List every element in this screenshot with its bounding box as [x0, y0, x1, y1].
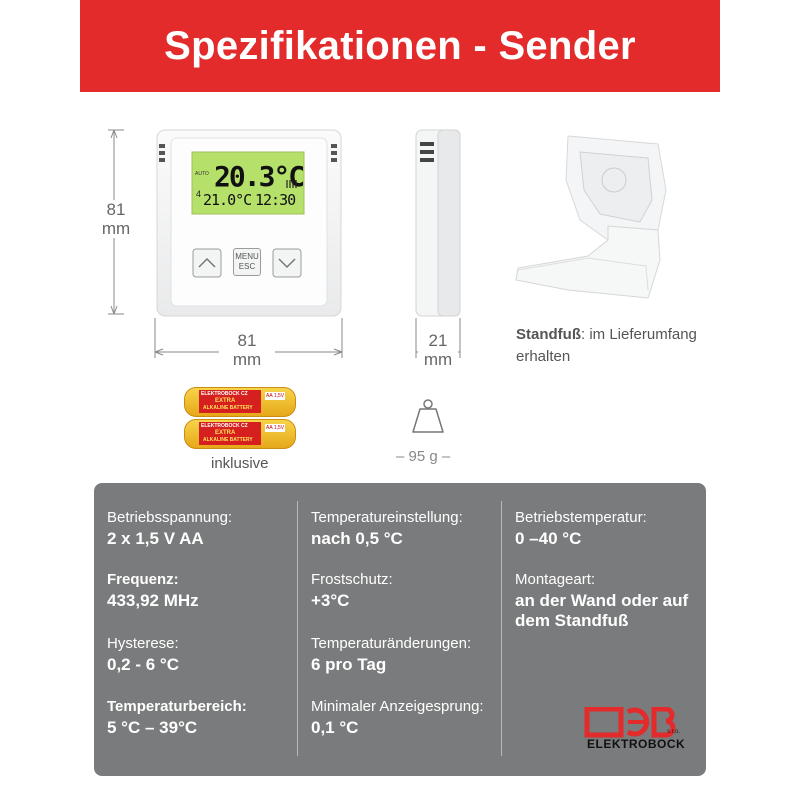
spec-item-operating-temperature	[515, 508, 647, 549]
battery-1-badge: AA 1,5V	[266, 393, 285, 399]
spec-label: Temperatureinstellung:	[311, 509, 463, 526]
height-unit: mm	[101, 219, 131, 238]
menu-label: MENU	[235, 252, 259, 261]
thermostat-side-view	[412, 128, 464, 320]
battery-caption: inklusive	[211, 455, 269, 472]
width-value: 81	[237, 331, 257, 350]
battery-2-line1: EXTRA	[215, 430, 236, 436]
height-dimension-label	[96, 200, 136, 238]
height-value: 81	[106, 200, 126, 219]
spec-item-frequency	[107, 570, 199, 611]
specifications-panel	[94, 483, 706, 776]
spec-value: 0,1 °C	[311, 718, 359, 737]
page-title: Spezifikationen - Sender	[164, 23, 636, 68]
depth-unit: mm	[423, 350, 453, 369]
page-title-banner	[80, 0, 720, 92]
battery-1-line1: EXTRA	[215, 398, 236, 404]
width-unit: mm	[232, 350, 262, 369]
lcd-auto-indicator: AUTO	[195, 171, 209, 177]
battery-2-line2: ALKALINE BATTERY	[203, 437, 253, 443]
battery-2-brand: ELEKTROBOCK CZ	[201, 423, 248, 429]
heating-icon	[285, 177, 299, 189]
battery-2-badge: AA 1,5V	[266, 425, 285, 431]
battery-1-line2: ALKALINE BATTERY	[203, 405, 253, 411]
spec-label: Frostschutz:	[311, 571, 393, 588]
spec-item-display-step	[311, 697, 484, 738]
spec-label: Frequenz:	[107, 571, 179, 588]
spec-value: nach 0,5 °C	[311, 529, 403, 548]
stand-caption	[516, 324, 736, 368]
spec-item-supply-voltage	[107, 508, 232, 549]
spec-label: Montageart:	[515, 571, 596, 588]
spec-value: 6 pro Tag	[311, 655, 387, 674]
spec-label: Betriebstemperatur:	[515, 509, 647, 526]
spec-item-temperature-changes	[311, 634, 471, 675]
spec-value: an der Wand oder auf	[515, 591, 689, 610]
depth-value: 21	[428, 331, 448, 350]
spec-item-frost-protection	[311, 570, 393, 611]
spec-item-temperature-range	[107, 697, 247, 738]
spec-value: 0,2 - 6 °C	[107, 655, 179, 674]
stand-caption-line2: erhalten	[516, 348, 571, 365]
battery-2	[184, 419, 296, 449]
spec-column-2	[311, 483, 501, 776]
column-divider	[501, 501, 502, 756]
spec-value: 433,92 MHz	[107, 591, 199, 610]
menu-esc-button[interactable]	[233, 248, 261, 276]
esc-label: ESC	[238, 262, 256, 271]
spec-value: 5 °C – 39°C	[107, 718, 198, 737]
weight-icon	[411, 397, 445, 435]
depth-dimension-label	[418, 331, 458, 369]
spec-label: Minimaler Anzeigesprung:	[311, 698, 484, 715]
up-arrow-button[interactable]	[192, 248, 222, 278]
lcd-current-temp: 20.3°C	[214, 160, 304, 193]
spec-label: Hysterese:	[107, 635, 179, 652]
battery-1-brand: ELEKTROBOCK CZ	[201, 391, 248, 397]
spec-item-mounting	[515, 570, 688, 631]
logo-small-text: s.r.o.	[667, 729, 681, 735]
width-dimension-label	[219, 331, 275, 369]
down-arrow-button[interactable]	[272, 248, 302, 278]
spec-item-hysteresis	[107, 634, 179, 675]
column-divider	[297, 501, 298, 756]
spec-value: 2 x 1,5 V AA	[107, 529, 204, 548]
lcd-time: 12:30	[255, 191, 296, 209]
lcd-mode: 4	[196, 189, 202, 199]
stand-caption-rest: : im Lieferumfang	[581, 326, 697, 343]
spec-item-temperature-setting	[311, 508, 463, 549]
stand-image	[508, 130, 680, 306]
spec-label: Temperaturänderungen:	[311, 635, 472, 652]
stand-caption-bold: Standfuß	[516, 326, 581, 343]
spec-label: Temperaturbereich:	[107, 698, 247, 715]
spec-value: 0 –40 °C	[515, 529, 582, 548]
spec-label: Betriebsspannung:	[107, 509, 233, 526]
battery-1	[184, 387, 296, 417]
spec-column-1	[107, 483, 292, 776]
weight-label: – 95 g –	[396, 448, 451, 465]
logo-text: ELEKTROBOCK	[587, 737, 686, 751]
spec-value: +3°C	[311, 591, 350, 610]
thermostat-front-view	[155, 128, 345, 320]
lcd-set-temp: 21.0°C	[203, 191, 252, 209]
spec-value: dem Standfuß	[515, 611, 629, 630]
